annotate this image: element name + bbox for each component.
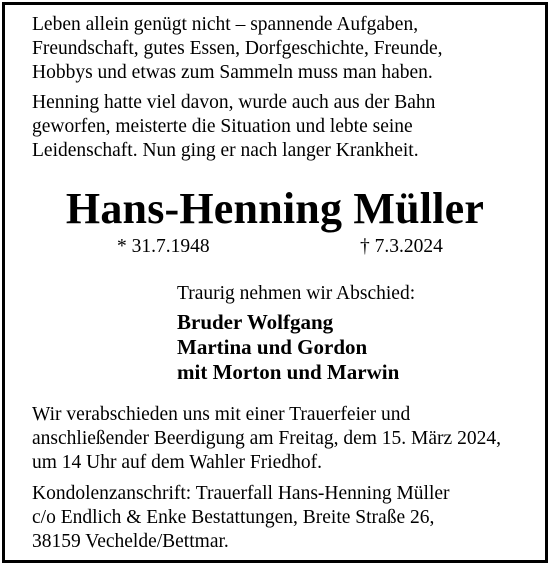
story-line: Henning hatte viel davon, wurde auch aus der Bahn xyxy=(32,92,436,113)
story-paragraph xyxy=(32,91,525,163)
condolence-line: 38159 Vechelde/Bettmar. xyxy=(32,531,229,552)
farewell-line: Traurig nehmen wir Abschied: xyxy=(177,283,416,304)
ceremony-line: um 14 Uhr auf dem Wahler Friedhof. xyxy=(32,452,322,473)
intro-line: Hobbys und etwas zum Sammeln muss man haben. xyxy=(32,62,433,83)
mourner-entry: mit Morton und Marwin xyxy=(177,360,400,384)
mourners-list xyxy=(177,310,399,385)
condolence-line: Kondolenzanschrift: Trauerfall Hans-Henning Müller xyxy=(32,483,450,504)
story-line: geworfen, meisterte die Situation und lebte seine xyxy=(32,116,413,137)
story-line: Leidenschaft. Nun ging er nach langer Krankheit. xyxy=(32,140,419,161)
birth-date: * 31.7.1948 xyxy=(117,236,210,257)
deceased-name: Hans-Henning Müller xyxy=(65,184,485,233)
condolence-address xyxy=(32,482,525,554)
obituary-notice xyxy=(2,2,548,563)
death-date: † 7.3.2024 xyxy=(360,236,443,257)
mourner-entry: Martina und Gordon xyxy=(177,335,368,359)
ceremony-line: anschließender Beerdigung am Freitag, dem 15. März 2024, xyxy=(32,428,501,449)
ceremony-paragraph xyxy=(32,403,525,475)
intro-line: Leben allein genügt nicht – spannende Aufgaben, xyxy=(32,14,419,35)
intro-line: Freundschaft, gutes Essen, Dorfgeschichte, Freunde, xyxy=(32,38,443,59)
mourner-entry: Bruder Wolfgang xyxy=(177,310,334,334)
intro-paragraph xyxy=(32,13,525,85)
ceremony-line: Wir verabschieden uns mit einer Trauerfeier und xyxy=(32,404,411,425)
condolence-line: c/o Endlich & Enke Bestattungen, Breite Straße 26, xyxy=(32,507,435,528)
